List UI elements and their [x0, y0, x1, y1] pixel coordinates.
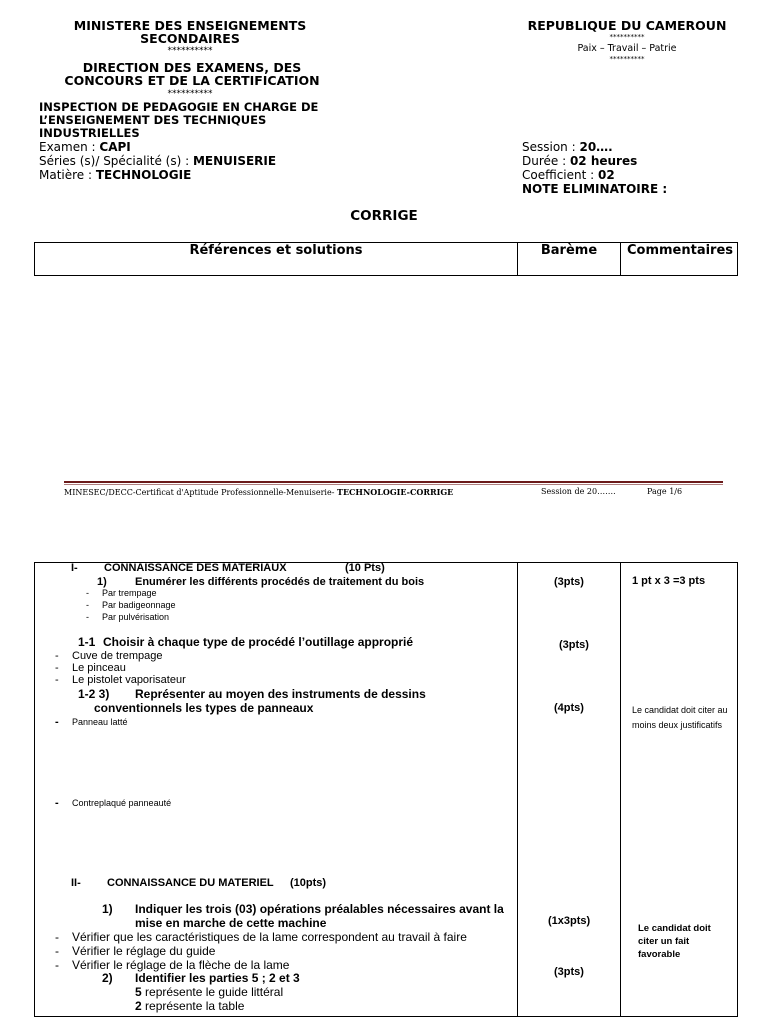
national-motto: Paix – Travail – Patrie: [577, 43, 677, 54]
section-2-title: CONNAISSANCE DU MATERIEL: [107, 877, 274, 889]
q22-item-1-number: 5: [135, 985, 142, 999]
header-left-stars-1: **********: [167, 46, 213, 56]
subject-label: Matière :: [39, 168, 96, 182]
q1-dash-2: -: [86, 600, 89, 610]
footer-session: Session de 20…….: [541, 487, 616, 496]
q1-text: Enumérer les différents procédés de traitement du bois: [135, 576, 425, 588]
note-eliminatoire: NOTE ELIMINATOIRE :: [522, 182, 668, 196]
coefficient-value: 02: [598, 168, 615, 182]
q1-dash-3: -: [86, 612, 89, 622]
q21-dash-2: -: [55, 944, 59, 958]
series-value: MENUISERIE: [192, 154, 277, 168]
q12-number: 1-2 3): [78, 687, 110, 701]
list-item: Par badigeonnage: [102, 600, 176, 610]
q11-dash-1: -: [55, 650, 59, 662]
list-item: Par trempage: [102, 588, 157, 598]
table-header: [34, 242, 738, 276]
q22-bareme: (3pts): [554, 966, 584, 978]
panel-1-label: Panneau latté: [72, 717, 128, 727]
q22-number: 2): [102, 971, 113, 985]
series-label: Séries (s)/ Spécialité (s) :: [39, 154, 193, 168]
q22-item-2: [135, 999, 244, 1013]
session-value: 20….: [579, 140, 613, 154]
header-right-stars-1: **********: [609, 33, 645, 41]
list-item: Vérifier que les caractéristiques de la lame correspondent au travail à faire: [72, 930, 467, 944]
subject-value: TECHNOLOGIE: [95, 168, 192, 182]
q11-bareme: (3pts): [559, 639, 589, 651]
list-item: Vérifier le réglage du guide: [72, 944, 216, 958]
footer-page-number: Page 1/6: [647, 487, 683, 496]
panel-2-label: Contreplaqué panneauté: [72, 798, 172, 808]
list-item: Le pinceau: [72, 662, 126, 674]
exam-line: [39, 140, 131, 154]
footer-reference: [64, 487, 453, 497]
q21-dash-1: -: [55, 930, 59, 944]
coefficient-label: Coefficient :: [522, 168, 599, 182]
q1-bareme: (3pts): [554, 576, 584, 588]
footer-bold: TECHNOLOGIE-CORRIGE: [336, 487, 454, 497]
q21-comment: Le candidat doit citer un fait favorable: [638, 923, 711, 960]
q21-text: Indiquer les trois (03) opérations préalables nécessaires avant la mise en marche de cette machine: [135, 902, 504, 930]
exam-value: CAPI: [99, 140, 131, 154]
footer-rule-thin: [64, 484, 723, 485]
session-label: Session :: [522, 140, 580, 154]
duration-line: [522, 154, 637, 168]
q22-item-2-text: représente la table: [141, 999, 245, 1013]
q11-number: 1-1: [78, 635, 96, 649]
header-right-stars-2: **********: [609, 55, 645, 63]
q11-text: Choisir à chaque type de procédé l’outillage approprié: [103, 635, 414, 649]
q12-text: Représenter au moyen des instruments de dessins conventionnels les types de panneaux: [94, 687, 426, 715]
section-2-points: (10pts): [290, 877, 327, 889]
section-2-number: II-: [71, 877, 81, 889]
q1-comment: 1 pt x 3 =3 pts: [632, 575, 706, 587]
q12-bareme: (4pts): [554, 702, 584, 714]
duration-value: 02 heures: [569, 154, 638, 168]
section-1-number: I-: [71, 562, 78, 574]
subject-line: [39, 168, 191, 182]
q12-comment: Le candidat doit citer au moins deux justificatifs: [632, 705, 728, 730]
session-line: [522, 140, 613, 154]
footer-prefix: MINESEC/DECC-Certificat d'Aptitude Professionnelle-Menuiserie-: [64, 488, 337, 497]
q21-dash-3: -: [55, 958, 59, 972]
series-line: [39, 154, 276, 168]
q21-number: 1): [102, 902, 113, 916]
direction-title: DIRECTION DES EXAMENS, DES CONCOURS ET DE LA CERTIFICATION: [64, 60, 320, 88]
q1-number: 1): [97, 576, 107, 588]
duration-label: Durée :: [522, 154, 570, 168]
section-1-title: CONNAISSANCE DES MATERIAUX: [104, 562, 287, 574]
list-item: Par pulvérisation: [102, 612, 170, 622]
q22-item-1: [135, 985, 283, 999]
q21-bareme: (1x3pts): [548, 915, 591, 927]
q1-dash-1: -: [86, 588, 89, 598]
republic-title: REPUBLIQUE DU CAMEROUN: [527, 18, 727, 33]
footer-rule: [64, 481, 723, 483]
exam-label: Examen :: [39, 140, 100, 154]
col-header-references: Références et solutions: [189, 243, 363, 258]
inspection-title: INSPECTION DE PEDAGOGIE EN CHARGE DE L’ENSEIGNEMENT DES TECHNIQUES INDUSTRIELLES: [39, 100, 319, 140]
panel-1-bullet: -: [55, 716, 59, 728]
page-title: CORRIGE: [350, 208, 418, 224]
header-left-stars-2: **********: [167, 89, 213, 99]
section-1-points: (10 Pts): [345, 562, 385, 574]
q11-dash-3: -: [55, 674, 59, 686]
panel-2-bullet: -: [55, 797, 59, 809]
q11-dash-2: -: [55, 662, 59, 674]
q22-item-1-text: représente le guide littéral: [141, 985, 284, 999]
list-item: Cuve de trempage: [72, 650, 163, 662]
ministry-title: MINISTERE DES ENSEIGNEMENTS SECONDAIRES: [73, 18, 307, 46]
list-item: Le pistolet vaporisateur: [72, 674, 186, 686]
coefficient-line: [522, 168, 615, 182]
col-header-bareme: Barème: [540, 243, 598, 258]
col-header-commentaires: Commentaires: [626, 243, 734, 258]
list-item: Vérifier le réglage de la flèche de la lame: [72, 958, 290, 972]
q22-text: Identifier les parties 5 ; 2 et 3: [135, 971, 300, 985]
q22-item-2-number: 2: [135, 999, 142, 1013]
